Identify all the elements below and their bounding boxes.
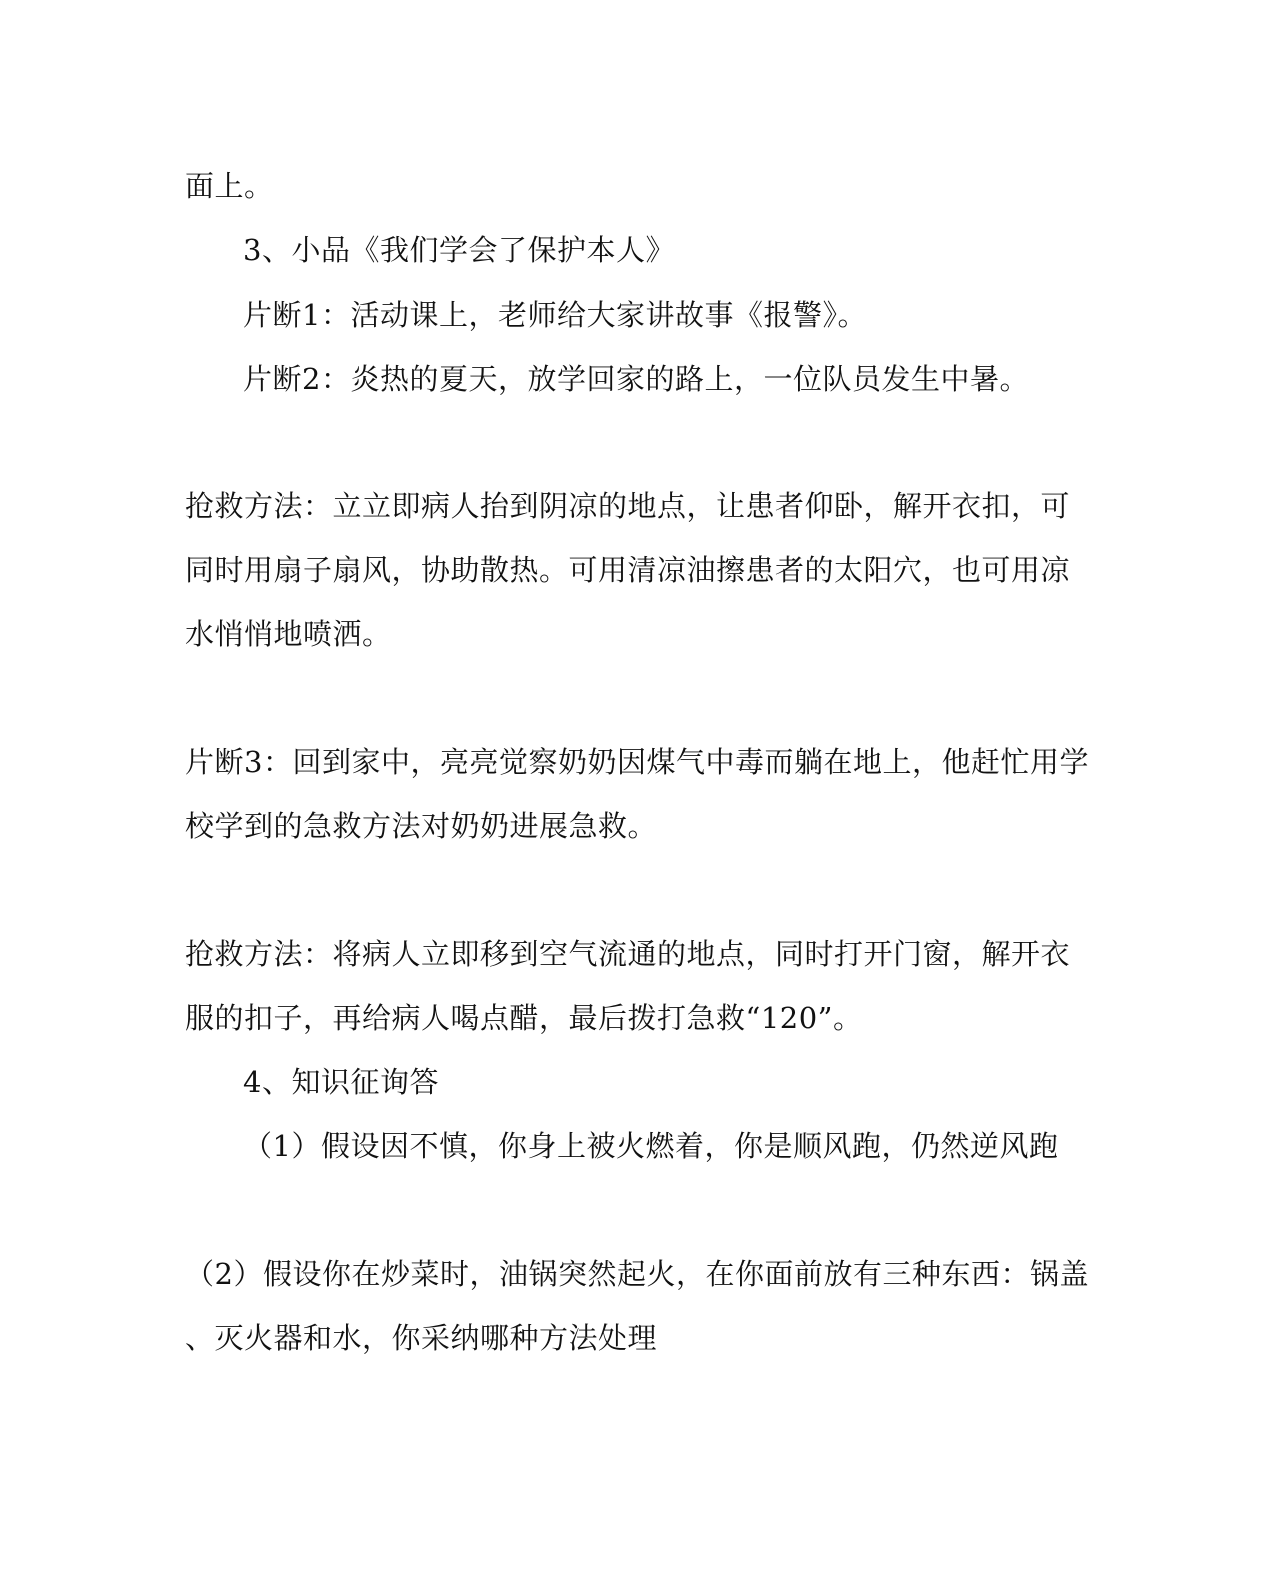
text-line: （1）假设因不慎，你身上被火燃着，你是顺风跑，仍然逆风跑	[243, 1129, 1059, 1163]
text-line: 水悄悄地喷洒。	[185, 617, 392, 651]
text-line: 同时用扇子扇风，协助散热。可用清凉油擦患者的太阳穴，也可用凉	[185, 553, 1071, 587]
text-line: 校学到的急救方法对奶奶进展急救。	[185, 809, 658, 843]
text-line: 面上。	[185, 169, 274, 203]
text-line: 片断3：回到家中，亮亮觉察奶奶因煤气中毒而躺在地上，他赶忙用学	[185, 745, 1089, 779]
text-line: 、灭火器和水，你采纳哪种方法处理	[185, 1321, 658, 1355]
text-line: 片断2：炎热的夏天，放学回家的路上，一位队员发生中暑。	[243, 362, 1029, 396]
text-line: 3、小品《我们学会了保护本人》	[243, 233, 675, 267]
text-line: 片断1：活动课上，老师给大家讲故事《报警》。	[243, 298, 867, 332]
text-line: 抢救方法：立立即病人抬到阴凉的地点，让患者仰卧，解开衣扣，可	[185, 489, 1071, 523]
text-line: 抢救方法：将病人立即移到空气流通的地点，同时打开门窗，解开衣	[185, 937, 1071, 971]
text-line: 服的扣子，再给病人喝点醋，最后拨打急救“120”。	[185, 1001, 863, 1035]
text-line: 4、知识征询答	[243, 1065, 439, 1099]
text-line: （2）假设你在炒菜时，油锅突然起火，在你面前放有三种东西：锅盖	[185, 1257, 1089, 1291]
